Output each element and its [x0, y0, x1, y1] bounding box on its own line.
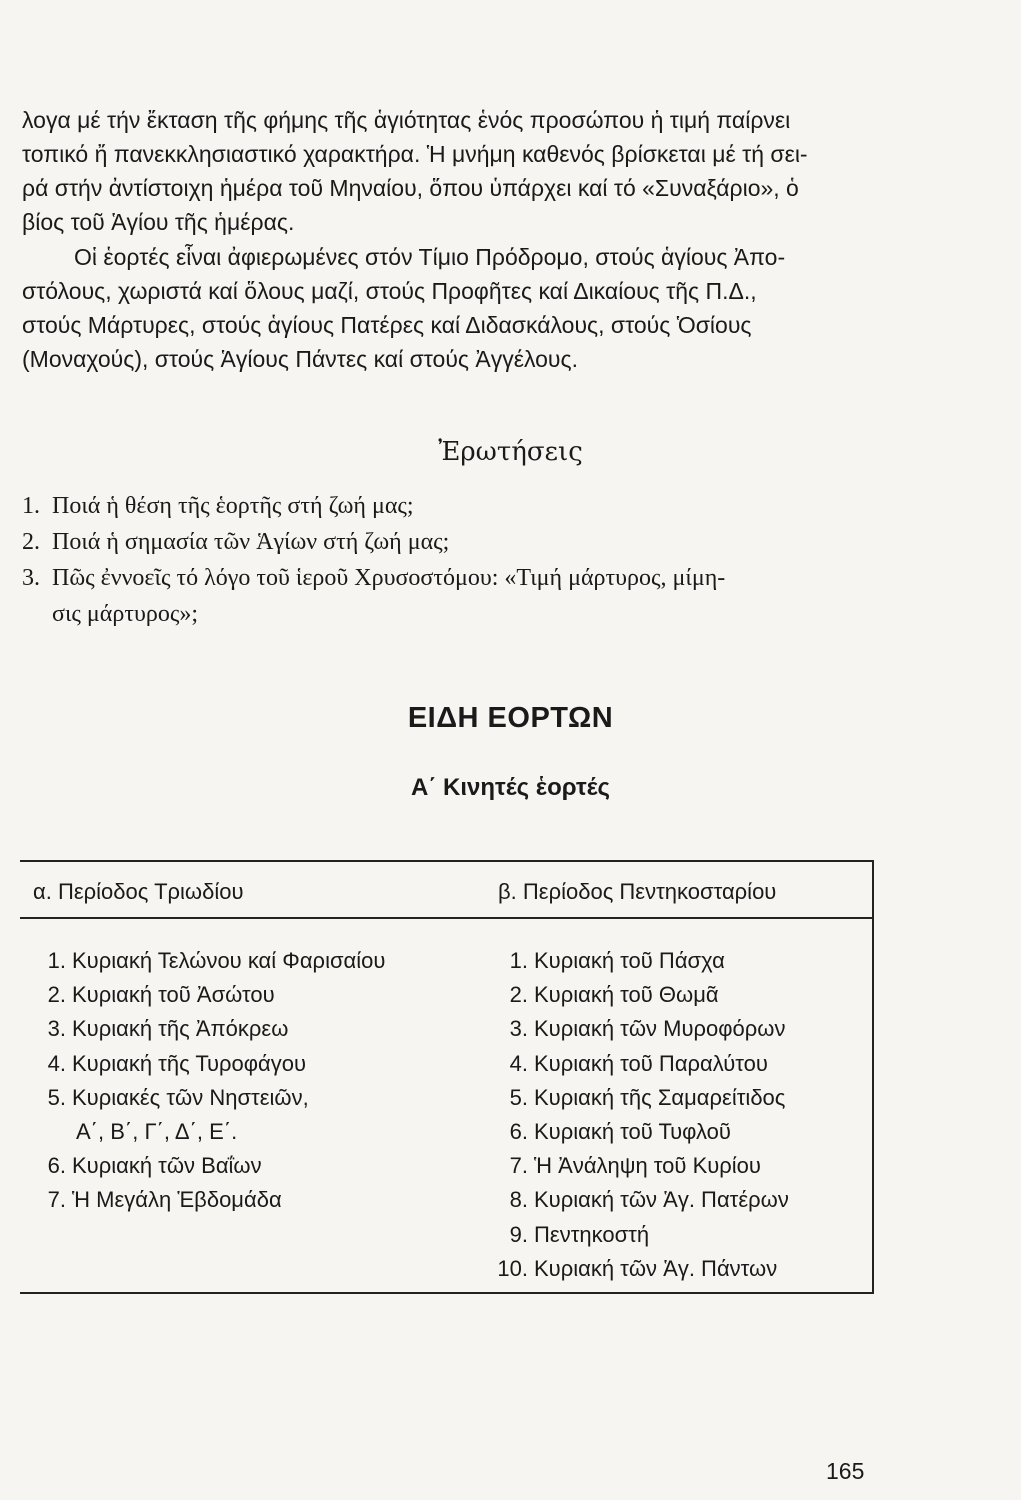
- item-text: Κυριακή Τελώνου καί Φαρισαίου: [72, 948, 386, 973]
- item-number: 5.: [509, 1084, 528, 1110]
- item-number: 4.: [47, 1050, 66, 1076]
- list-item: [482, 1183, 872, 1217]
- item-number: 1.: [509, 948, 528, 973]
- item-number: 8.: [509, 1187, 528, 1213]
- item-text: Κυριακή τῆς Σαμαρείτιδος: [534, 1084, 786, 1110]
- item-text: Κυριακή τῆς Ἀπόκρεω: [72, 1016, 289, 1042]
- item-number: 7.: [509, 1153, 528, 1179]
- item-number: 10.: [497, 1255, 528, 1281]
- paragraph-line: στούς Μάρτυρες, στούς ἁγίους Πατέρες καί Διδασκάλους, στούς Ὁσίους: [22, 312, 752, 338]
- pentecostarion-list: [482, 944, 872, 1286]
- item-text: Ἡ Μεγάλη Ἑβδομάδα: [72, 1187, 282, 1213]
- paragraph-line: στόλους, χωριστά καί ὅλους μαζί, στούς Προφῆτες καί Δικαίους τῆς Π.Δ.,: [22, 278, 757, 304]
- triodion-list: [20, 944, 460, 1218]
- item-number: 6.: [509, 1119, 528, 1145]
- list-item: [482, 1012, 872, 1046]
- list-item: [482, 1149, 872, 1183]
- page-number: 165: [826, 1458, 865, 1484]
- item-text: Κυριακή τοῦ Πάσχα: [534, 948, 725, 973]
- item-text: Κυριακή τῶν Ἁγ. Πατέρων: [534, 1187, 789, 1213]
- list-item: [482, 1047, 872, 1081]
- item-number: 2.: [509, 982, 528, 1008]
- question-item: [22, 488, 872, 524]
- question-item: [22, 524, 872, 560]
- list-item: [482, 1081, 872, 1115]
- question-number: 1.: [22, 493, 40, 519]
- item-number: 3.: [47, 1016, 66, 1042]
- paragraph-line: ρά στήν ἀντίστοιχη ἡμέρα τοῦ Μηναίου, ὅπου ὑπάρχει καί τό «Συναξάριο», ὁ: [22, 175, 799, 201]
- paragraph-1: [22, 103, 870, 239]
- item-number: 9.: [509, 1221, 528, 1247]
- item-number: 6.: [47, 1153, 66, 1179]
- table-header: [20, 862, 872, 919]
- item-text: Κυριακή τοῦ Ἀσώτου: [72, 982, 275, 1008]
- paragraph-2: [22, 240, 870, 376]
- item-text: Ἡ Ἀνάληψη τοῦ Κυρίου: [534, 1153, 761, 1179]
- question-text: Ποιά ἡ θέση τῆς ἑορτῆς στή ζωή μας;: [52, 493, 414, 519]
- question-number: 2.: [22, 529, 40, 555]
- item-text: Κυριακή τῶν Βαΐων: [72, 1153, 262, 1179]
- item-text: Πεντηκοστή: [534, 1221, 650, 1247]
- list-item: [20, 1047, 460, 1081]
- list-item: [482, 944, 872, 978]
- question-item: [22, 560, 872, 632]
- item-number: 4.: [509, 1050, 528, 1076]
- questions-heading: Ἐρωτήσεις: [438, 437, 583, 467]
- list-item: [20, 1149, 460, 1183]
- question-number: 3.: [22, 565, 40, 591]
- item-text: Κυριακή τῶν Ἁγ. Πάντων: [534, 1255, 778, 1281]
- item-text: Κυριακή τῶν Μυροφόρων: [534, 1016, 786, 1042]
- list-item: [482, 978, 872, 1012]
- list-item: [20, 1012, 460, 1046]
- list-item: [482, 1252, 872, 1286]
- section-title: ΕΙΔΗ ΕΟΡΤΩΝ: [407, 702, 614, 734]
- paragraph-line: βίος τοῦ Ἁγίου τῆς ἡμέρας.: [22, 209, 295, 235]
- header-triodion: α. Περίοδος Τριωδίου: [33, 879, 244, 904]
- subsection-title: Α΄ Κινητές ἑορτές: [411, 774, 610, 801]
- item-text: Κυριακές τῶν Νηστειῶν,: [72, 1084, 309, 1110]
- list-item: [482, 1218, 872, 1252]
- list-item: [20, 1183, 460, 1217]
- question-text-continued: σις μάρτυρος»;: [52, 601, 198, 627]
- item-number: 7.: [47, 1187, 66, 1213]
- list-item: [20, 978, 460, 1012]
- question-text: Πῶς ἐννοεῖς τό λόγο τοῦ ἱεροῦ Χρυσοστόμου: «Τιμή μάρτυρος, μίμη-: [52, 565, 726, 591]
- list-item-continued: Α΄, Β΄, Γ΄, Δ΄, Ε΄.: [76, 1119, 238, 1145]
- list-item: [20, 1081, 460, 1115]
- item-number: 5.: [47, 1084, 66, 1110]
- list-item: [482, 1115, 872, 1149]
- item-number: 1.: [47, 948, 66, 973]
- item-number: 3.: [509, 1016, 528, 1042]
- item-text: Κυριακή τῆς Τυροφάγου: [72, 1050, 306, 1076]
- list-item: [20, 944, 460, 978]
- header-pentecostarion: β. Περίοδος Πεντηκοσταρίου: [498, 879, 777, 904]
- item-text: Κυριακή τοῦ Τυφλοῦ: [534, 1119, 731, 1145]
- questions-list: [22, 488, 872, 632]
- question-text: Ποιά ἡ σημασία τῶν Ἁγίων στή ζωή μας;: [52, 529, 450, 555]
- item-number: 2.: [47, 982, 66, 1008]
- item-text: Κυριακή τοῦ Θωμᾶ: [534, 982, 719, 1008]
- paragraph-line: λογα μέ τήν ἔκταση τῆς φήμης τῆς ἁγιότητας ἑνός προσώπου ἡ τιμή παίρνει: [22, 107, 791, 133]
- feasts-table: [20, 860, 874, 1294]
- paragraph-line: Οἱ ἑορτές εἶναι ἀφιερωμένες στόν Τίμιο Πρόδρομο, στούς ἁγίους Ἀπο-: [74, 244, 786, 270]
- paragraph-line: (Μοναχούς), στούς Ἁγίους Πάντες καί στούς Ἀγγέλους.: [22, 346, 578, 372]
- paragraph-line: τοπικό ἤ πανεκκλησιαστικό χαρακτήρα. Ἡ μνήμη καθενός βρίσκεται μέ τή σει-: [22, 141, 808, 167]
- item-text: Κυριακή τοῦ Παραλύτου: [534, 1050, 768, 1076]
